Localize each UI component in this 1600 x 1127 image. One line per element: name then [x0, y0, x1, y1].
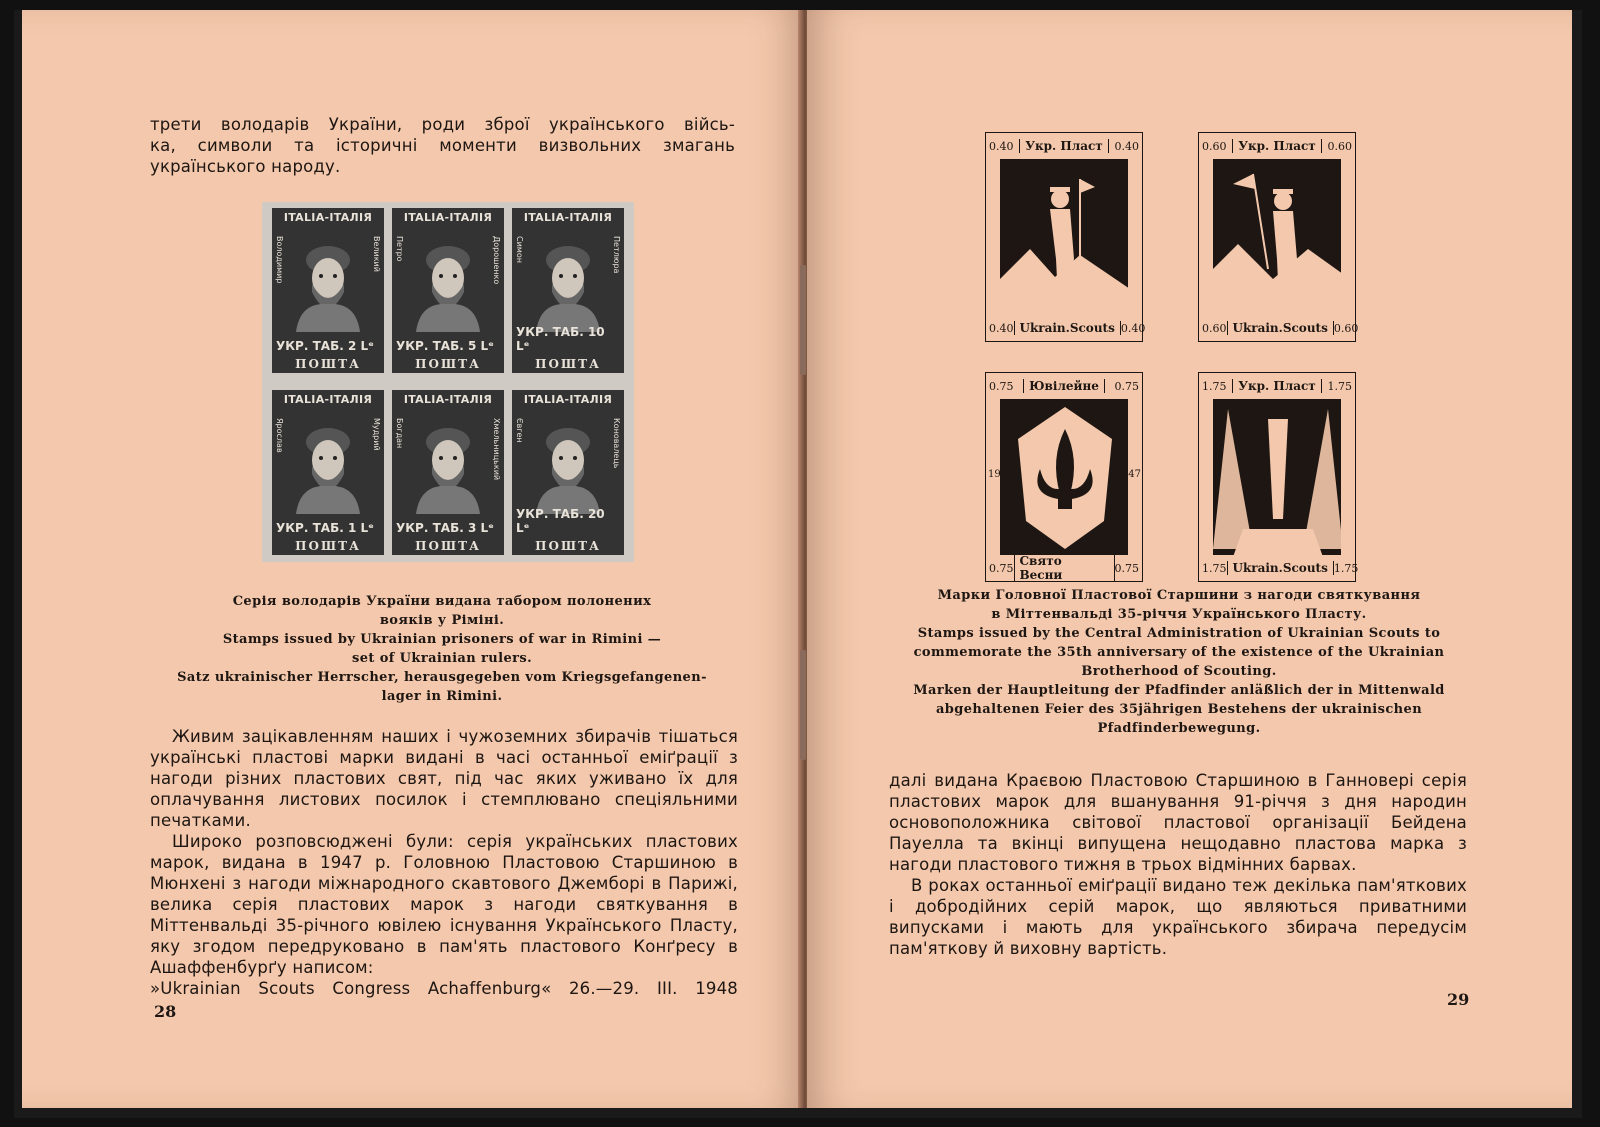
- scout-stamp: [985, 132, 1146, 342]
- stamp-value: УКР. ТАБ. 2 Lᵉ: [276, 339, 374, 353]
- portrait-icon: [410, 232, 486, 332]
- rulers-stamp-sheet: [262, 202, 634, 562]
- caption-line: commemorate the 35th anniversary of the existence of the Ukrainian: [913, 645, 1445, 660]
- page-number-left: 28: [154, 1002, 177, 1021]
- left-body-text: [150, 726, 738, 999]
- stamp-name-left: Богдан: [395, 418, 404, 449]
- stamp-name-right: Петлюра: [612, 236, 621, 274]
- page-number-right: 29: [1447, 990, 1470, 1009]
- staple-top: [800, 265, 806, 375]
- stamp-value-bl: 0.40: [989, 321, 1014, 335]
- caption-line: Marken der Hauptleitung der Pfadfinder anläßlich der in Mittenwald: [913, 683, 1445, 698]
- stamp-country: ITALIA-ITAЛIЯ: [283, 211, 373, 224]
- caption-line: Stamps issued by the Central Administration of Ukrainian Scouts to: [917, 626, 1441, 641]
- stamp-value-tr: 0.40: [1114, 139, 1139, 153]
- stamp-post: ПОШТА: [535, 357, 601, 371]
- stamp-name-right: Дорошенко: [492, 236, 501, 285]
- year-left: 19: [988, 469, 1001, 480]
- paragraph: Широко розповсюджені були: серія українських пластових марок, видана в 1947 р. Головною Пластовою Старшиною в Мюнхені з нагоди міжнародного скавтового Джемборі в Парижі, велика серія пластових марок з нагоди святкування в Міттенвальді 35-річного ювілею існування Українського Пласту, яку згодом передруковано в пам'ять пластового Конґресу в Ашаффенбурґу написом:: [150, 832, 738, 977]
- stamp-value-tl: 0.60: [1202, 139, 1227, 153]
- stamp-title: Укр. Пласт: [1232, 139, 1321, 153]
- caption-line: set of Ukrainian rulers.: [351, 651, 533, 666]
- paragraph: Живим зацікавленням наших і чужоземних збирачів тішаться українські пластові марки видані в часі останньої еміґрації з нагоди різних пластових свят, під час яких уживано їх для оплачування листових посилок і стемплювано спеціяльними печатками.: [150, 727, 738, 830]
- stamp-value-tl: 0.75: [989, 379, 1014, 393]
- caption-line: Марки Головної Пластової Старшини з нагоди святкування: [937, 588, 1421, 603]
- stamp-post: ПОШТА: [415, 357, 481, 371]
- stamp-footer: [1199, 315, 1359, 341]
- stamp-value-tr: 0.75: [1114, 379, 1139, 393]
- stamp-name-right: Великий: [372, 236, 381, 272]
- caption-line: Серія володарів України видана табором полонених: [232, 594, 652, 609]
- year-right: 47: [1128, 469, 1141, 480]
- stamp-value-tl: 1.75: [1202, 379, 1227, 393]
- trident-lily-icon: [1000, 399, 1128, 555]
- ruler-stamp: [272, 208, 384, 373]
- book-spread: [14, 10, 1582, 1118]
- intro-text: [150, 114, 735, 177]
- stamp-post: ПОШТА: [295, 357, 361, 371]
- caption-line: Satz ukrainischer Herrscher, herausgegeben vom Kriegsgefangenen-: [177, 670, 707, 685]
- stamp-name-left: Симон: [515, 236, 524, 263]
- stamp-value-br: 0.40: [1120, 321, 1146, 335]
- intro-line: українського народу.: [150, 157, 341, 176]
- stamp-value: УКР. ТАБ. 20 Lᵉ: [516, 507, 605, 535]
- caption-line: Pfadfinderbewegung.: [1097, 721, 1261, 736]
- stamp-artwork: [1000, 159, 1128, 315]
- stamp-header: [986, 133, 1142, 159]
- stamp-footer: [1199, 555, 1359, 581]
- portrait-icon: [290, 232, 366, 332]
- caption-line: lager in Rimini.: [381, 689, 503, 704]
- paragraph: далі видана Краєвою Пластовою Старшиною в Ганновері серія пластових марок для вшанування 91-річчя з дня народин основоположника світової пластової організації Бейдена Пауелла та вкінці випущена нещодавно пластова марка з нагоди пластового тижня в трьох відмінних барвах.: [889, 771, 1467, 874]
- right-page: [807, 10, 1572, 1108]
- stamp-name-left: Володимир: [275, 236, 284, 284]
- rulers-caption: [142, 592, 742, 706]
- scout-figure-icon: [1000, 159, 1128, 315]
- stamp-value: УКР. ТАБ. 5 Lᵉ: [396, 339, 494, 353]
- scout-stamp: [985, 372, 1143, 582]
- ruler-stamp: [272, 390, 384, 555]
- right-body-text: [889, 770, 1467, 959]
- stamp-footer: [986, 555, 1142, 581]
- stamp-footer-text: Свято Весни: [1014, 554, 1115, 582]
- stamp-footer: [986, 315, 1146, 341]
- stamp-name-right: Мудрий: [372, 418, 381, 451]
- paragraph: В роках останньої еміґрації видано теж декілька пам'яткових і добродійних серій марок, що являються приватними випусками і мають для українського збирача передусім пам'яткову й виховну вартість.: [889, 876, 1467, 958]
- stamp-value-br: 0.60: [1333, 321, 1359, 335]
- stamp-value-tl: 0.40: [989, 139, 1014, 153]
- portrait-icon: [530, 414, 606, 514]
- scout-stamp: [1198, 132, 1359, 342]
- portrait-icon: [530, 232, 606, 332]
- stamp-title: Укр. Пласт: [1019, 139, 1108, 153]
- stamp-value-tr: 0.60: [1327, 139, 1352, 153]
- stamp-value-tr: 1.75: [1327, 379, 1352, 393]
- stamp-value-bl: 1.75: [1202, 561, 1227, 575]
- stamp-country: ITALIA-ITAЛIЯ: [523, 211, 613, 224]
- scouts-caption: [879, 586, 1479, 738]
- scout-flag-icon: [1213, 159, 1341, 315]
- stamp-post: ПОШТА: [415, 539, 481, 553]
- stamp-title: Укр. Пласт: [1232, 379, 1321, 393]
- stamp-artwork: [1213, 159, 1341, 315]
- ruler-stamp: [512, 390, 624, 555]
- scout-stamp: [1198, 372, 1359, 582]
- stamp-header: [1199, 133, 1355, 159]
- caption-line: abgehaltenen Feier des 35jährigen Bestehens der ukrainischen: [935, 702, 1423, 717]
- portrait-icon: [410, 414, 486, 514]
- stamp-post: ПОШТА: [295, 539, 361, 553]
- stamp-post: ПОШТА: [535, 539, 601, 553]
- stamp-artwork: [1213, 399, 1341, 555]
- stamp-value-br: 0.75: [1114, 561, 1139, 575]
- stamp-footer-text: Ukrain.Scouts: [1227, 561, 1334, 575]
- stamp-country: ITALIA-ITAЛIЯ: [283, 393, 373, 406]
- caption-line: в Міттенвальді 35-річчя Українського Пласту.: [991, 607, 1367, 622]
- stamp-value-br: 1.75: [1333, 561, 1359, 575]
- stamp-country: ITALIA-ITAЛIЯ: [523, 393, 613, 406]
- caption-line: Stamps issued by Ukrainian prisoners of war in Rimini —: [222, 632, 662, 647]
- stamp-footer-text: Ukrain.Scouts: [1014, 321, 1121, 335]
- intro-line: трети володарів України, роди зброї українського війсь-: [150, 115, 735, 134]
- ruler-stamp: [392, 208, 504, 373]
- stamp-value: УКР. ТАБ. 3 Lᵉ: [396, 521, 494, 535]
- stamp-artwork: [1000, 399, 1128, 555]
- stamp-footer-text: Ukrain.Scouts: [1227, 321, 1334, 335]
- stamp-value-bl: 0.75: [989, 561, 1014, 575]
- stamp-name-left: Ярослав: [275, 418, 284, 453]
- stamp-value-bl: 0.60: [1202, 321, 1227, 335]
- caption-line: Brotherhood of Scouting.: [1081, 664, 1277, 679]
- stamp-name-left: Петро: [395, 236, 404, 262]
- stamp-name-right: Хмельницький: [492, 418, 501, 481]
- stamp-header: [986, 373, 1142, 399]
- caption-line: вояків у Ріміні.: [379, 613, 505, 628]
- left-page: [22, 10, 804, 1108]
- stamp-name-right: Коновалець: [612, 418, 621, 469]
- stamp-value: УКР. ТАБ. 1 Lᵉ: [276, 521, 374, 535]
- intro-line: ка, символи та історичні моменти визвольних змагань: [150, 136, 735, 155]
- stamp-name-left: Євген: [515, 418, 524, 443]
- stamp-country: ITALIA-ITAЛIЯ: [403, 211, 493, 224]
- ruler-stamp: [512, 208, 624, 373]
- ruler-stamp: [392, 390, 504, 555]
- stamp-value: УКР. ТАБ. 10 Lᵉ: [516, 325, 605, 353]
- stamp-title: Ювілейне: [1023, 379, 1105, 393]
- last-line: »Ukrainian Scouts Congress Achaffenburg« 26.—29. III. 1948: [150, 979, 738, 998]
- portrait-icon: [290, 414, 366, 514]
- stamp-header: [1199, 373, 1355, 399]
- forest-icon: [1213, 399, 1341, 555]
- stamp-country: ITALIA-ITAЛIЯ: [403, 393, 493, 406]
- staple-bottom: [800, 650, 806, 760]
